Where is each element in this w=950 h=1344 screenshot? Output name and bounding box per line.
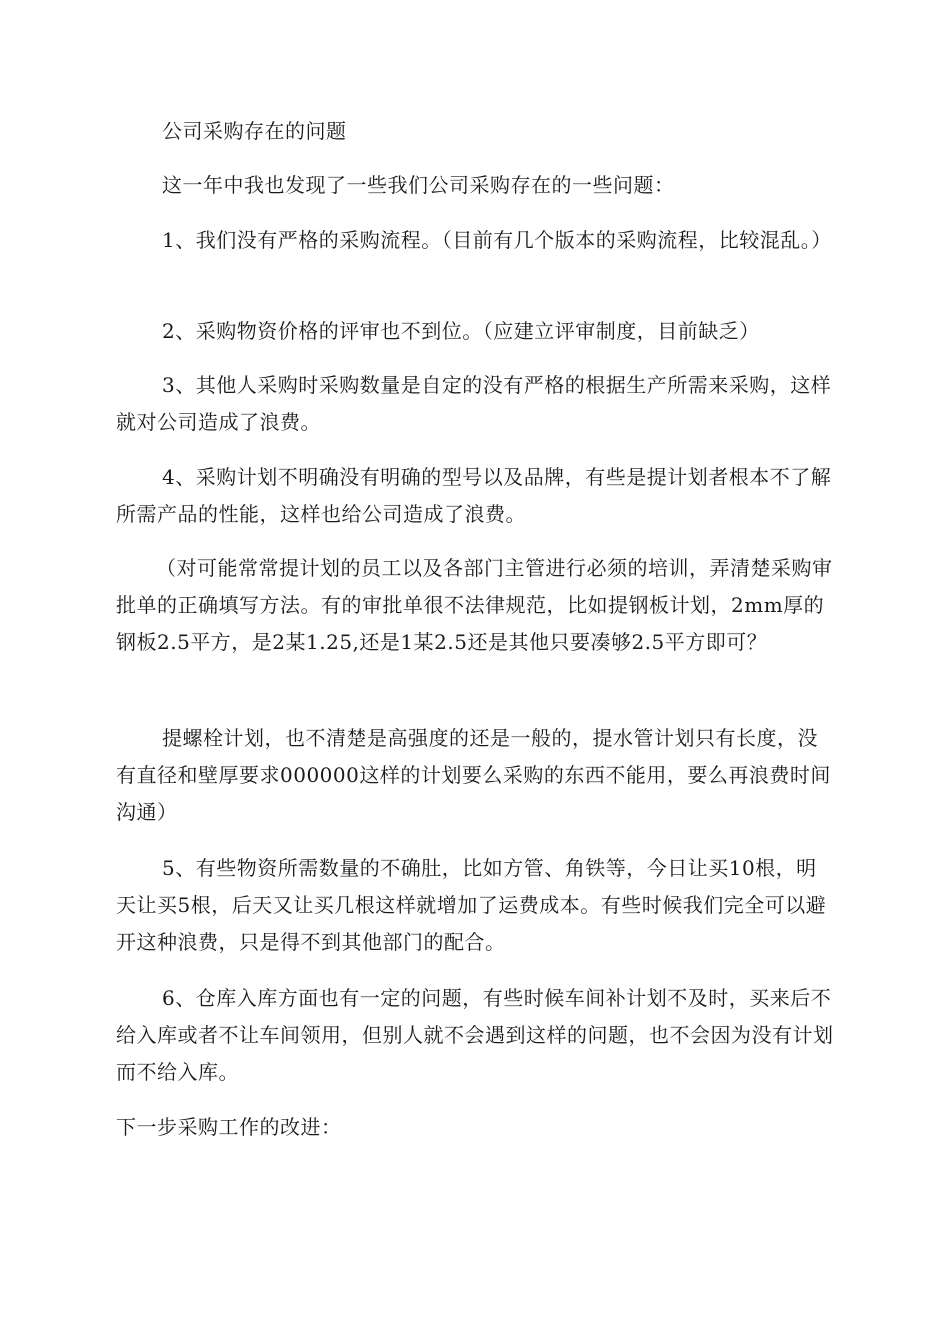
issue-5-paragraph: 5、有些物资所需数量的不确肚，比如方管、角铁等，今日让买10根，明天让买5根，后天又让买几根这样就增加了运费成本。有些时候我们完全可以避开这种浪费，只是得不到其他部门的配合。 xyxy=(116,856,827,954)
training-note-paragraph: （对可能常常提计划的员工以及各部门主管进行必须的培训，弄清楚采购审批单的正确填写方法。有的审批单很不法律规范，比如提钢板计划，2mm厚的钢板2.5平方，是2某1.25,还是1某2.5还是其他只要凑够2.5平方即可？ xyxy=(116,556,833,654)
issue-1-paragraph: 1、我们没有严格的采购流程。（目前有几个版本的采购流程，比较混乱。） xyxy=(162,228,832,252)
intro-paragraph: 这一年中我也发现了一些我们公司采购存在的一些问题： xyxy=(162,173,675,197)
issue-4-paragraph: 4、采购计划不明确没有明确的型号以及品牌，有些是提计划者根本不了解所需产品的性能，这样也给公司造成了浪费。 xyxy=(116,465,832,526)
document-title: 公司采购存在的问题 xyxy=(162,119,347,143)
issue-3-paragraph: 3、其他人采购时采购数量是自定的没有严格的根据生产所需来采购，这样就对公司造成了浪费。 xyxy=(116,373,832,434)
issue-2-paragraph: 2、采购物资价格的评审也不到位。（应建立评审制度，目前缺乏） xyxy=(162,319,760,343)
bolt-note-paragraph: 提螺栓计划，也不清楚是高强度的还是一般的，提水管计划只有长度，没有直径和壁厚要求000000这样的计划要么采购的东西不能用，要么再浪费时间沟通） xyxy=(116,726,831,824)
issue-6-paragraph: 6、仓库入库方面也有一定的问题，有些时候车间补计划不及时，买来后不给入库或者不让车间领用，但别人就不会遇到这样的问题，也不会因为没有计划而不给入库。 xyxy=(116,986,834,1084)
next-steps-heading: 下一步采购工作的改进： xyxy=(116,1115,342,1139)
